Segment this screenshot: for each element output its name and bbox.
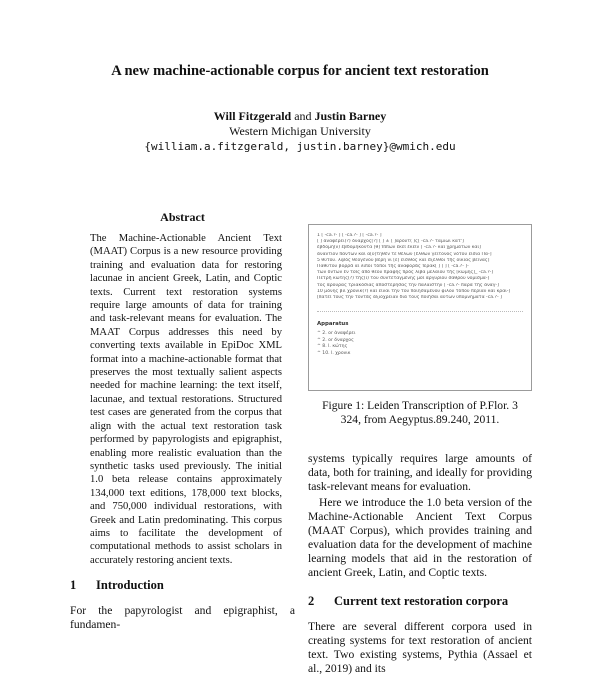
apparatus-entry: ^ 8. l. κώτης [317,344,348,350]
transcription-line: ἀναντίον πάντων καὶ α[ὐ]τηθὲν τε θέλων [ἔλθων γείτονος νότου εἰσια Πα-] [317,251,492,257]
apparatus-entry: ^ 2. or ἀναφέρει [317,331,356,336]
figure-divider [317,311,523,312]
transcription-line: Πετρῆ κώτης(?) τῆς(ὶ) τοῦ συντεταγμένης μοῖ ἀργυρίου σαθροῦ νομίσμα-] [317,276,490,282]
transcription-line: 1 [ -ca.?- ] [ -ca.?- ] [ -ca.?- ] [317,233,382,238]
author-1: Will Fitzgerald [213,109,292,123]
intro-text: For the papyrologist and epigraphist, a fundamen- [70,604,295,632]
affiliation: Western Michigan University [229,124,371,138]
figure-1 [308,224,532,427]
abstract-text: The Machine-Actionable Ancient Text (MAAT) Corpus is a new resource providing training and evaluation data for restoring lacunae in ancient Greek, Latin, and Coptic texts. Current text restoration systems require large amounts of data for training and task-relevant means for evaluation. The MAAT Corpus addresses this need by converting texts available in EpiDoc XML format into a machine-actionable format that preserves the most textually salient aspects needed for machine learning: the text itself, lacunae, and textual restorations. Structured test cases are generated from the corpus that align with the actual text restoration task performed by papyrologists and epigraphist, enabling more realistic evaluation than the synthetic tasks used previously. The initial 1.0 beta release contains approximately 134,000 text editions, 178,000 text blocks, and 750,000 individual restorations, with Greek and Latin predominating. This corpus aims to facilitate the development of computational methods to assist scholars in accurately restoring ancient texts. [90,233,282,566]
section-1-title: Introduction [96,578,164,593]
transcription-line: τος ἄρουρας τριακόσιας ἀποστερήσας τὴν παλαιστὴν [ -ca.?- παρὰ τῆς ἀναγ-] [317,282,499,288]
section-2-title: Current text restoration corpora [334,594,509,608]
transcription-line: 10 μόνης βιὶ χρονικ(?) καὶ εἶναι τὴν τοῦ ποιησαμένου φιλοῦ τόπου περίαν καὶ κραι-] [317,288,511,294]
section-2-text: There are several different corpora used in creating systems for text restoration of ancient text. Two existing systems, Pythia (Assael et al., 2019) and its [308,620,532,675]
section-2-heading [308,594,532,609]
author-email: {william.a.fitzgerald, justin.barney}@wmich.edu [144,140,456,153]
transcription-line: Παθύτου βορρᾶ αὶ λιποὶ τόποι τῆς ἀναφορᾶς Ἰερακ[ ] [ ] [ -ca.?- ]- [317,264,469,270]
transcription-line: [πατεῖ τους τὴν τοντᾶς ἀξιοχρειαν διὰ τοῦς ποιῆσαι αὐτῶν ὑπομνήματα -ca.?- ] [317,295,502,301]
abstract-heading: Abstract [160,210,205,224]
section-1-heading [70,578,295,593]
apparatus-entry: ^ 2. or ὄναρχος [317,337,354,343]
apparatus-list [317,331,355,357]
transcription-line: ἑβδομή(ν) ἑβδομήκοντα [θ] Ἰππων ἐκεῖ ἐκεῖν [ -ca.?- καὶ χρημάτων καὶ] [317,245,481,251]
figure-image [308,224,532,391]
author-2: Justin Barney [314,109,387,123]
apparatus-heading: Apparatus [317,321,349,327]
transcription-line: [ ] ἀναφέρει(?) ὄναρχος[?] [ ] ± [ ]αρουτ( )ς[ -ca.?- ταμιωι κατ'] [317,239,464,245]
apparatus-entry: ^ 10. l. χρονικ [317,350,351,356]
paper-title: A new machine-actionable corpus for ancient text restoration [111,63,489,79]
transcription-line: των ὄντων ἐν τοῖς ἀπὸ θεοῦ πραφής πρὸς λίβα μελαίου τῆς [κώμης]_ -ca.?-] [317,270,494,276]
author-names [0,109,600,124]
author-conjunction: and [294,109,312,123]
section-1-number: 1 [70,578,77,593]
transcription-line: 5 θύτου. λιβὸς θεογένου βέρη νι [ε] εἰσιθος καὶ ἐξέλθοι τῆς οἰκίας βείνας] [317,257,490,263]
figure-caption: Figure 1: Leiden Transcription of P.Flor. 3 324, from Aegyptus.89.240, 2011. [322,399,518,426]
author-block [0,109,600,154]
transcription-lines [317,233,523,301]
section-2-number: 2 [308,594,315,608]
paragraph-1: systems typically requires large amounts of data, both for training, and ideally for providing task-relevant means for evaluation. [308,452,532,493]
left-column [70,210,295,632]
paragraph-2: Here we introduce the 1.0 beta version of the Machine-Actionable Ancient Text Corpus (MAAT Corpus), which provides training and evaluation data for the development of machine learning models that aid in the restoration of ancient Greek, Latin, and Coptic texts. [308,496,532,579]
right-column-body [308,452,532,676]
